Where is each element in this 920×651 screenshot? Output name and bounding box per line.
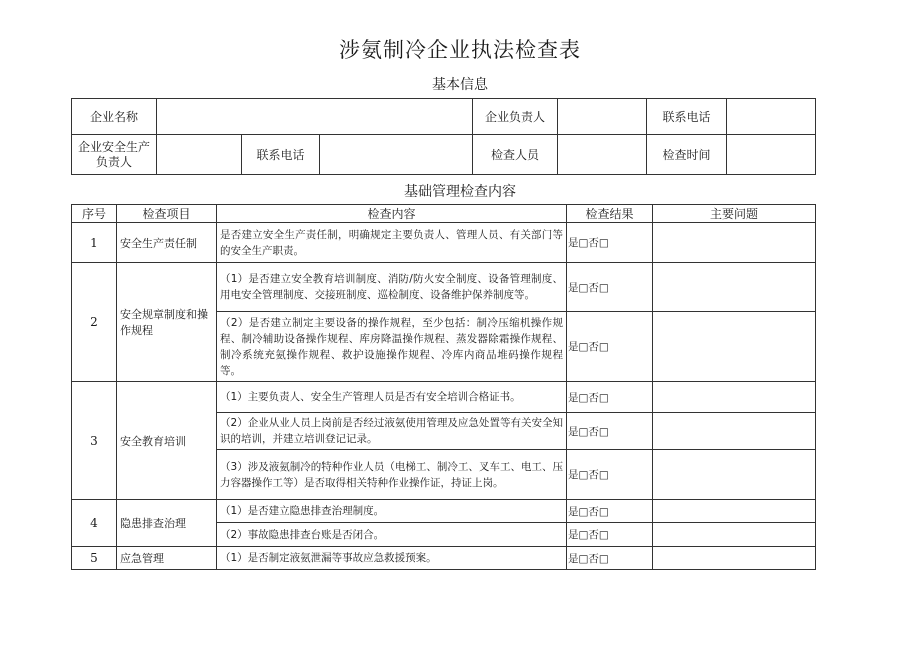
check-content: （3）涉及液氨制冷的特种作业人员（电梯工、制冷工、叉车工、电工、压力容器操作工等）是否取得相关特种作业操作证，持证上岗。 (217, 450, 567, 500)
check-result[interactable]: 是□否□ (567, 312, 653, 382)
check-result[interactable]: 是□否□ (567, 263, 653, 312)
inspection-time-field[interactable] (727, 135, 816, 175)
check-content: （2）事故隐患排查台账是否闭合。 (217, 523, 567, 547)
page-title: 涉氨制冷企业执法检查表 (339, 38, 581, 62)
basic-info-table (71, 98, 816, 175)
check-result[interactable]: 是□否□ (567, 547, 653, 570)
header-issues: 主要问题 (653, 205, 816, 223)
basic-info-heading: 基本信息 (432, 77, 488, 93)
contact-phone-2-field[interactable] (320, 135, 473, 175)
issue-field[interactable] (653, 413, 816, 450)
section-item: 安全规章制度和操作规程 (117, 263, 217, 382)
safety-head-field[interactable] (157, 135, 242, 175)
check-result[interactable]: 是□否□ (567, 223, 653, 263)
section-number: 2 (72, 263, 117, 382)
section-item: 隐患排查治理 (117, 500, 217, 547)
issue-field[interactable] (653, 523, 816, 547)
check-content: （1）是否建立隐患排查治理制度。 (217, 500, 567, 523)
section-number: 5 (72, 547, 117, 570)
label-safety-head: 企业安全生产负责人 (72, 135, 157, 175)
issue-field[interactable] (653, 263, 816, 312)
header-content: 检查内容 (217, 205, 567, 223)
contact-phone-field[interactable] (727, 99, 816, 135)
header-item: 检查项目 (117, 205, 217, 223)
section-number: 1 (72, 223, 117, 263)
check-result[interactable]: 是□否□ (567, 500, 653, 523)
label-contact-phone: 联系电话 (647, 99, 727, 135)
issue-field[interactable] (653, 547, 816, 570)
label-inspector: 检查人员 (473, 135, 558, 175)
management-check-table (71, 204, 816, 570)
issue-field[interactable] (653, 450, 816, 500)
issue-field[interactable] (653, 382, 816, 413)
issue-field[interactable] (653, 500, 816, 523)
header-result: 检查结果 (567, 205, 653, 223)
check-content: 是否建立安全生产责任制，明确规定主要负责人、管理人员、有关部门等的安全生产职责。 (217, 223, 567, 263)
section-number: 3 (72, 382, 117, 500)
check-result[interactable]: 是□否□ (567, 413, 653, 450)
issue-field[interactable] (653, 223, 816, 263)
check-content: （1）是否制定液氨泄漏等事故应急救援预案。 (217, 547, 567, 570)
section-number: 4 (72, 500, 117, 547)
check-content: （2）企业从业人员上岗前是否经过液氨使用管理及应急处置等有关安全知识的培训，并建立培训登记记录。 (217, 413, 567, 450)
check-result[interactable]: 是□否□ (567, 523, 653, 547)
check-result[interactable]: 是□否□ (567, 450, 653, 500)
issue-field[interactable] (653, 312, 816, 382)
label-inspection-time: 检查时间 (647, 135, 727, 175)
company-name-field[interactable] (157, 99, 473, 135)
label-contact-phone-2: 联系电话 (242, 135, 320, 175)
company-head-field[interactable] (558, 99, 647, 135)
check-content: （2）是否建立制定主要设备的操作规程，至少包括：制冷压缩机操作规程、制冷辅助设备操作规程、库房降温操作规程、蒸发器除霜操作规程、制冷系统充氨操作规程、救护设施操作规程、冷库内商品堆码操作规程等。 (217, 312, 567, 382)
label-company-head: 企业负责人 (473, 99, 558, 135)
section-item: 安全教育培训 (117, 382, 217, 500)
label-company-name: 企业名称 (72, 99, 157, 135)
management-heading: 基础管理检查内容 (404, 184, 516, 200)
section-item: 安全生产责任制 (117, 223, 217, 263)
check-content: （1）主要负责人、安全生产管理人员是否有安全培训合格证书。 (217, 382, 567, 413)
inspector-field[interactable] (558, 135, 647, 175)
check-result[interactable]: 是□否□ (567, 382, 653, 413)
section-item: 应急管理 (117, 547, 217, 570)
check-content: （1）是否建立安全教育培训制度、消防/防火安全制度、设备管理制度、用电安全管理制度、交接班制度、巡检制度、设备维护保养制度等。 (217, 263, 567, 312)
header-no: 序号 (72, 205, 117, 223)
